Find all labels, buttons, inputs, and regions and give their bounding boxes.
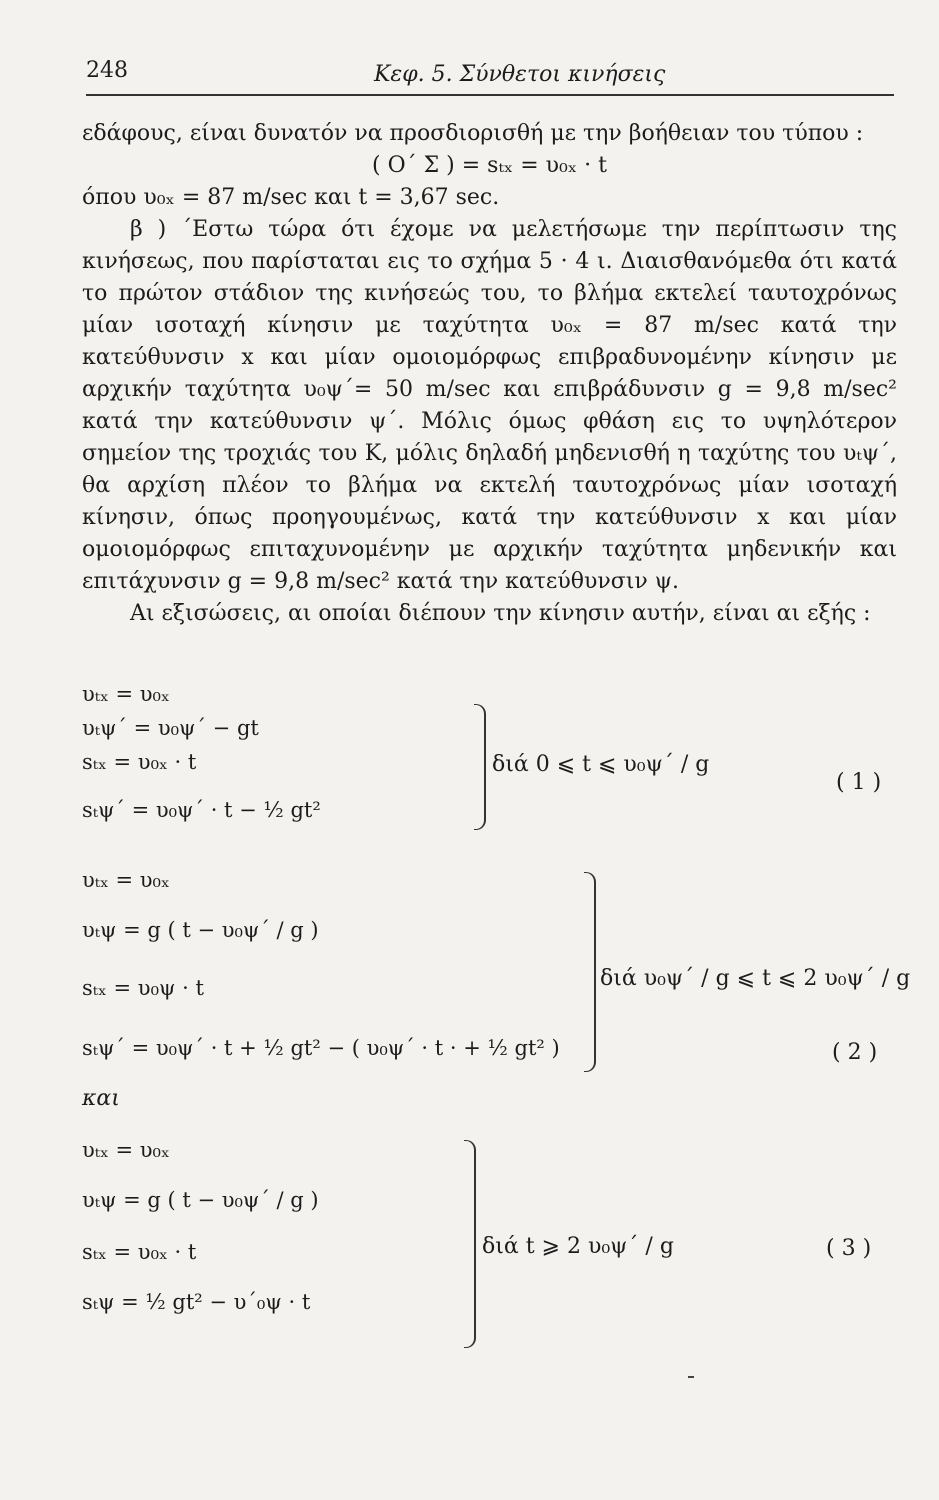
page-header	[86, 52, 894, 96]
paragraph-where: όπου υ₀ₓ = 87 m/sec και t = 3,67 sec.	[82, 185, 500, 210]
paragraph-case-b: β ) ΄Εστω τώρα ότι έχομε να μελετήσωμε την περίπτωσιν της κινήσεως, που παρίσταται εις το σχήμα 5 · 4 ι. Διαισθανόμεθα ότι κατά το πρώτον στάδιον της κινήσεώς του, το βλήμα εκτελεί ταυτοχρόνως μίαν ισοταχή κίνησιν με ταχύτητα υ₀ₓ = 87 m/sec κατά την κατεύθυνσιν x και μίαν ομοιομόρφως επιβραδυνομένην κίνησιν με αρχικήν ταχύτητα υ₀ψ΄= 50 m/sec και επιβράδυνσιν g = 9,8 m/sec² κατά την κατεύθυνσιν ψ΄. Μόλις όμως φθάση εις το υψηλότερον σημείον της τροχιάς του Κ, μόλις δηλαδή μηδενισθή η ταχύτης του υₜψ΄, θα αρχίση πλέον το βλήμα να εκτελή ταυτοχρόνως μίαν ισοταχή κίνησιν, όπως προηγουμένως, κατά την κατεύθυνσιν x και μίαν ομοιομόρφως επιταχυνομένην με αρχικήν ταχύτητα μηδενικήν και επιτάχυνσιν g = 9,8 m/sec² κατά την κατεύθυνσιν ψ.	[82, 217, 897, 594]
page-number: 248	[86, 58, 128, 83]
equation-line: sₜₓ = υ₀ₓ · t	[82, 750, 197, 774]
condition-1: διά 0 ⩽ t ⩽ υ₀ψ΄ / g	[492, 752, 710, 777]
equation-line: υₜψ΄ = υ₀ψ΄ − gt	[82, 716, 259, 740]
equation-line: sₜψ = ½ gt² − υ΄₀ψ · t	[82, 1290, 311, 1314]
equation-line: sₜψ΄ = υ₀ψ΄ · t − ½ gt²	[82, 798, 321, 822]
formula-distance: ( Ο΄ Σ ) = sₜₓ = υ₀ₓ · t	[372, 153, 607, 178]
brace-3	[464, 1140, 476, 1348]
equation-line: sₜₓ = υ₀ₓ · t	[82, 1240, 197, 1264]
equation-line: υₜψ = g ( t − υ₀ψ΄ / g )	[82, 1188, 319, 1212]
equation-line: υₜₓ = υ₀ₓ	[82, 682, 170, 706]
equation-line: sₜₓ = υ₀ψ · t	[82, 976, 204, 1000]
equation-number-2: ( 2 )	[832, 1040, 878, 1065]
stray-mark	[688, 1376, 694, 1378]
brace-2	[584, 872, 596, 1072]
equation-number-3: ( 3 )	[826, 1236, 872, 1261]
equation-line: υₜψ = g ( t − υ₀ψ΄ / g )	[82, 918, 319, 942]
brace-1	[474, 704, 486, 830]
body-text	[82, 118, 897, 630]
equation-line: υₜₓ = υ₀ₓ	[82, 868, 170, 892]
equation-number-1: ( 1 )	[836, 770, 882, 795]
paragraph-intro: εδάφους, είναι δυνατόν να προσδιορισθή με την βοήθειαν του τύπου :	[82, 121, 864, 146]
paragraph-equations-intro: Αι εξισώσεις, αι οποίαι διέπουν την κίνησιν αυτήν, είναι αι εξής :	[130, 601, 871, 626]
running-title: Κεφ. 5. Σύνθετοι κινήσεις	[374, 62, 666, 87]
connector-word: και	[82, 1086, 120, 1111]
equation-line: υₜₓ = υ₀ₓ	[82, 1138, 170, 1162]
condition-3: διά t ⩾ 2 υ₀ψ΄ / g	[482, 1234, 674, 1259]
equation-line: sₜψ΄ = υ₀ψ΄ · t + ½ gt² − ( υ₀ψ΄ · t · + ½ gt² )	[82, 1036, 560, 1060]
condition-2: διά υ₀ψ΄ / g ⩽ t ⩽ 2 υ₀ψ΄ / g	[600, 966, 911, 991]
